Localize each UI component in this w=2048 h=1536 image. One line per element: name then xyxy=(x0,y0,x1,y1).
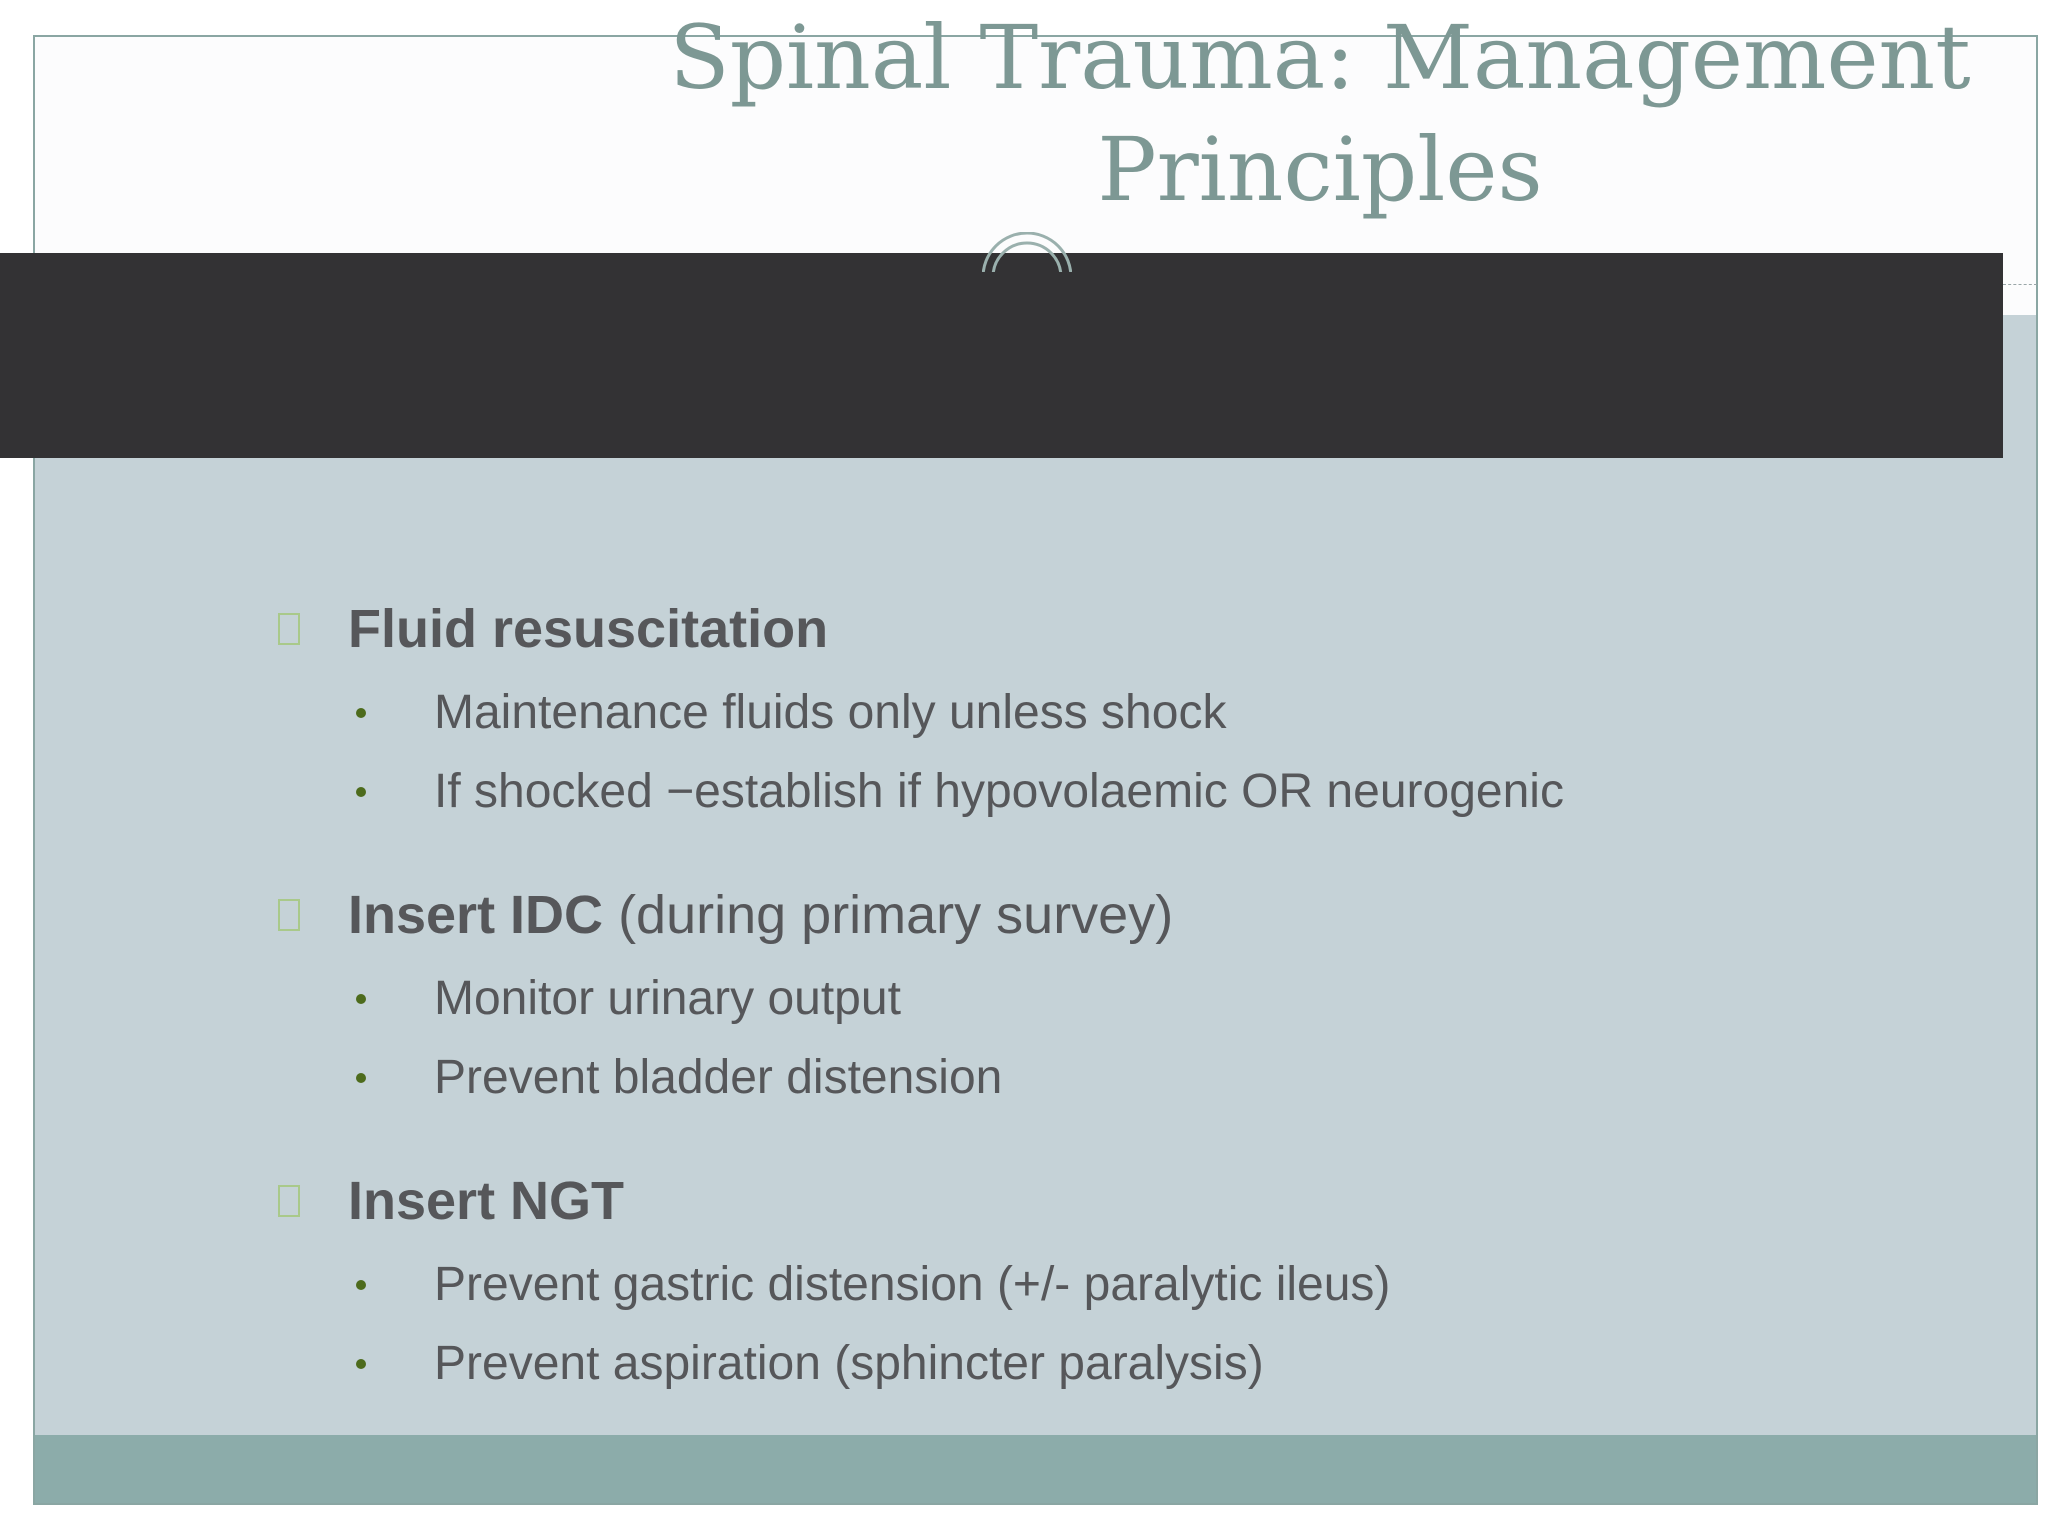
bullet-heading-row xyxy=(270,585,1920,673)
dot-bullet-icon xyxy=(356,1073,366,1083)
dashed-divider xyxy=(2003,284,2037,285)
bullet-heading xyxy=(348,1170,624,1232)
bullet-group-ngt xyxy=(270,1157,1920,1403)
bullet-group-idc xyxy=(270,871,1920,1117)
bullet-heading-row xyxy=(270,1157,1920,1245)
dot-bullet-icon xyxy=(356,708,366,718)
sub-bullet-text: Maintenance fluids only unless shock xyxy=(434,686,1227,739)
bullet-group-fluid xyxy=(270,585,1920,831)
sub-bullet-text: Monitor urinary output xyxy=(434,972,901,1025)
circle-ornament-icon xyxy=(982,232,1072,272)
dark-header-band xyxy=(0,253,2003,458)
bullet-heading xyxy=(348,598,828,660)
dot-bullet-icon xyxy=(356,1280,366,1290)
sub-bullet-list xyxy=(270,673,1920,831)
bullet-heading-bold: Insert IDC xyxy=(348,885,604,945)
footer-band xyxy=(35,1435,2036,1503)
sub-bullet-item xyxy=(270,1245,1920,1324)
bullet-list xyxy=(270,585,1920,1443)
dot-bullet-icon xyxy=(356,1359,366,1369)
bullet-heading-bold: Insert NGT xyxy=(348,1171,625,1231)
dot-bullet-icon xyxy=(356,787,366,797)
sub-bullet-item xyxy=(270,752,1920,831)
sub-bullet-text: Prevent gastric distension (+/- paralytic ileus) xyxy=(434,1258,1391,1311)
sub-bullet-list xyxy=(270,959,1920,1117)
bullet-heading-row xyxy=(270,871,1920,959)
square-bullet-icon xyxy=(278,899,300,931)
sub-bullet-item xyxy=(270,673,1920,752)
slide-title: Spinal Trauma: Management Principles xyxy=(669,6,1971,221)
square-bullet-icon xyxy=(278,613,300,645)
sub-bullet-text: Prevent aspiration (sphincter paralysis) xyxy=(434,1337,1264,1390)
dot-bullet-icon xyxy=(356,994,366,1004)
bullet-heading-rest: (during primary survey) xyxy=(603,885,1174,945)
bullet-heading-bold: Fluid resuscitation xyxy=(348,599,829,659)
sub-bullet-list xyxy=(270,1245,1920,1403)
bullet-heading xyxy=(348,884,1173,946)
sub-bullet-item xyxy=(270,959,1920,1038)
sub-bullet-text: Prevent bladder distension xyxy=(434,1051,1003,1104)
sub-bullet-text: If shocked −establish if hypovolaemic OR neurogenic xyxy=(434,765,1564,818)
sub-bullet-item xyxy=(270,1038,1920,1117)
sub-bullet-item xyxy=(270,1324,1920,1403)
square-bullet-icon xyxy=(278,1185,300,1217)
